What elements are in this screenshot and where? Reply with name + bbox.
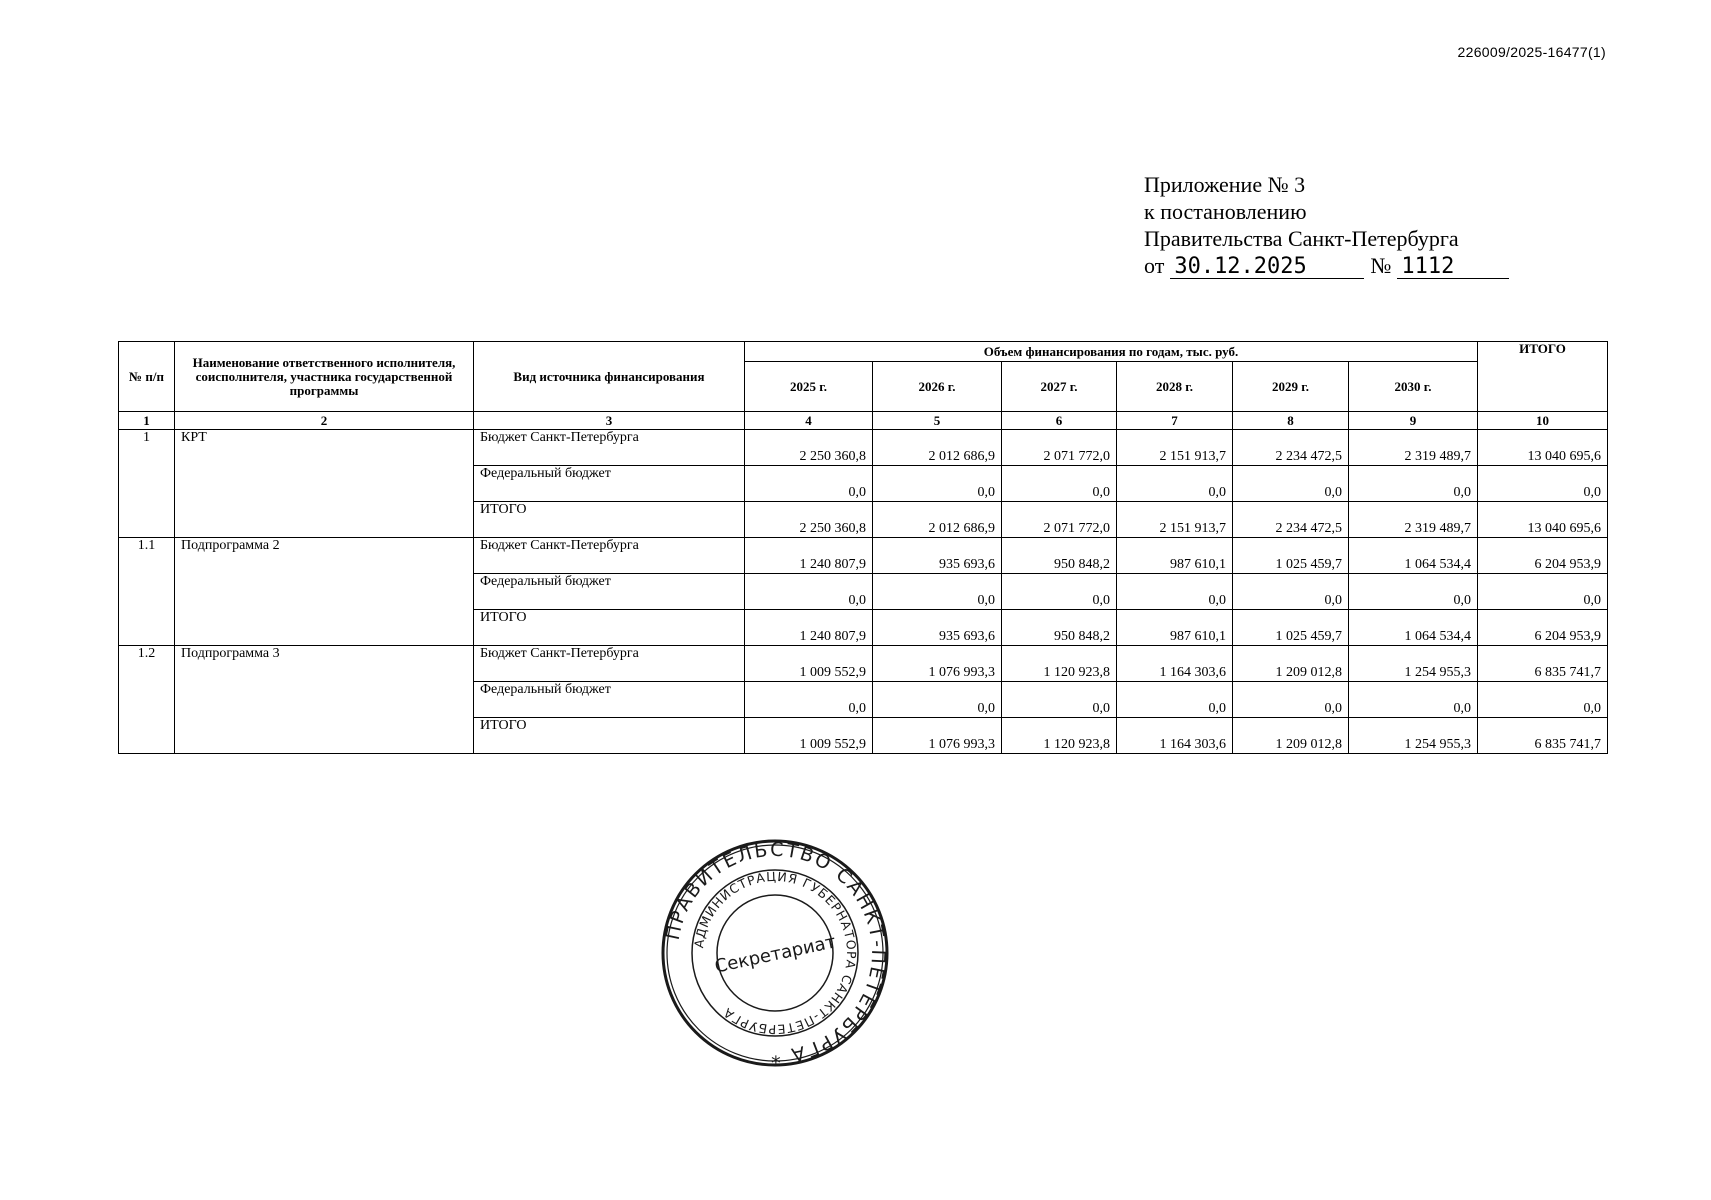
year-value: 950 848,2 xyxy=(1002,538,1117,574)
header-year: 2030 г. xyxy=(1349,362,1478,412)
year-value: 2 319 489,7 xyxy=(1349,502,1478,538)
year-value: 1 025 459,7 xyxy=(1233,610,1349,646)
year-value: 2 151 913,7 xyxy=(1117,502,1233,538)
year-value: 1 009 552,9 xyxy=(745,646,873,682)
year-value: 2 012 686,9 xyxy=(873,430,1002,466)
year-value: 0,0 xyxy=(1349,574,1478,610)
year-value: 0,0 xyxy=(873,466,1002,502)
year-value: 0,0 xyxy=(873,682,1002,718)
header-year: 2029 г. xyxy=(1233,362,1349,412)
year-value: 0,0 xyxy=(1349,466,1478,502)
table-row xyxy=(119,430,1608,466)
row-number: 1.2 xyxy=(119,646,175,754)
column-index: 2 xyxy=(175,412,474,430)
column-index: 7 xyxy=(1117,412,1233,430)
year-value: 1 240 807,9 xyxy=(745,610,873,646)
header-year: 2027 г. xyxy=(1002,362,1117,412)
row-number: 1.1 xyxy=(119,538,175,646)
program-name: КРТ xyxy=(175,430,474,538)
header-volume: Объем финансирования по годам, тыс. руб. xyxy=(745,342,1478,362)
year-value: 2 234 472,5 xyxy=(1233,502,1349,538)
year-value: 2 071 772,0 xyxy=(1002,502,1117,538)
year-value: 1 164 303,6 xyxy=(1117,718,1233,754)
year-value: 0,0 xyxy=(873,574,1002,610)
funding-source: Бюджет Санкт-Петербурга xyxy=(474,646,745,682)
appendix-line-3: Правительства Санкт-Петербурга xyxy=(1144,226,1459,251)
stamp-inner-text: АДМИНИСТРАЦИЯ ГУБЕРНАТОРА САНКТ-ПЕТЕРБУРГА xyxy=(691,868,860,1038)
year-value: 2 234 472,5 xyxy=(1233,430,1349,466)
year-value: 0,0 xyxy=(1349,682,1478,718)
appendix-title: Приложение № 3 xyxy=(1144,172,1306,197)
year-value: 1 209 012,8 xyxy=(1233,718,1349,754)
program-name: Подпрограмма 2 xyxy=(175,538,474,646)
total-value: 0,0 xyxy=(1478,466,1608,502)
year-value: 1 064 534,4 xyxy=(1349,610,1478,646)
total-value: 6 204 953,9 xyxy=(1478,610,1608,646)
appendix-line-2: к постановлению xyxy=(1144,199,1307,224)
date-prefix: от xyxy=(1144,253,1165,278)
total-value: 0,0 xyxy=(1478,682,1608,718)
stamp-outer-text: ПРАВИТЕЛЬСТВО САНКТ-ПЕТЕРБУРГА * xyxy=(661,838,890,1068)
year-value: 1 164 303,6 xyxy=(1117,646,1233,682)
year-value: 2 012 686,9 xyxy=(873,502,1002,538)
funding-source: ИТОГО xyxy=(474,718,745,754)
column-index: 3 xyxy=(474,412,745,430)
year-value: 0,0 xyxy=(1233,574,1349,610)
table-row xyxy=(119,538,1608,574)
year-value: 935 693,6 xyxy=(873,610,1002,646)
funding-table xyxy=(118,341,1608,754)
column-index: 5 xyxy=(873,412,1002,430)
year-value: 2 151 913,7 xyxy=(1117,430,1233,466)
year-value: 1 120 923,8 xyxy=(1002,646,1117,682)
year-value: 0,0 xyxy=(745,466,873,502)
year-value: 1 064 534,4 xyxy=(1349,538,1478,574)
year-value: 1 209 012,8 xyxy=(1233,646,1349,682)
column-index: 6 xyxy=(1002,412,1117,430)
resolution-number: 1112 xyxy=(1397,256,1509,279)
year-value: 1 076 993,3 xyxy=(873,718,1002,754)
header-year: 2028 г. xyxy=(1117,362,1233,412)
official-stamp xyxy=(660,838,890,1068)
column-index: 10 xyxy=(1478,412,1608,430)
year-value: 2 250 360,8 xyxy=(745,502,873,538)
funding-source: Бюджет Санкт-Петербурга xyxy=(474,538,745,574)
total-value: 6 835 741,7 xyxy=(1478,646,1608,682)
funding-source: Федеральный бюджет xyxy=(474,466,745,502)
year-value: 2 071 772,0 xyxy=(1002,430,1117,466)
stamp-center-text: Секретариат xyxy=(712,931,838,978)
year-value: 0,0 xyxy=(1117,682,1233,718)
header-year: 2025 г. xyxy=(745,362,873,412)
year-value: 2 250 360,8 xyxy=(745,430,873,466)
funding-source: ИТОГО xyxy=(474,502,745,538)
year-value: 0,0 xyxy=(1002,574,1117,610)
column-index: 9 xyxy=(1349,412,1478,430)
year-value: 1 254 955,3 xyxy=(1349,718,1478,754)
funding-source: Бюджет Санкт-Петербурга xyxy=(474,430,745,466)
year-value: 1 025 459,7 xyxy=(1233,538,1349,574)
header-num: № п/п xyxy=(119,342,175,412)
year-value: 0,0 xyxy=(1002,466,1117,502)
year-value: 0,0 xyxy=(1002,682,1117,718)
appendix-header xyxy=(1144,171,1509,279)
column-index: 1 xyxy=(119,412,175,430)
column-index: 8 xyxy=(1233,412,1349,430)
year-value: 0,0 xyxy=(1117,466,1233,502)
year-value: 1 254 955,3 xyxy=(1349,646,1478,682)
total-value: 0,0 xyxy=(1478,574,1608,610)
resolution-date: 30.12.2025 xyxy=(1170,256,1364,279)
funding-source: Федеральный бюджет xyxy=(474,682,745,718)
document-id: 226009/2025-16477(1) xyxy=(1457,44,1606,60)
year-value: 1 240 807,9 xyxy=(745,538,873,574)
year-value: 987 610,1 xyxy=(1117,610,1233,646)
total-value: 6 204 953,9 xyxy=(1478,538,1608,574)
table-row xyxy=(119,646,1608,682)
appendix-date-line xyxy=(1144,252,1509,279)
number-label: № xyxy=(1370,253,1392,278)
column-index: 4 xyxy=(745,412,873,430)
header-total: ИТОГО xyxy=(1478,342,1608,412)
year-value: 950 848,2 xyxy=(1002,610,1117,646)
total-value: 13 040 695,6 xyxy=(1478,430,1608,466)
year-value: 1 009 552,9 xyxy=(745,718,873,754)
year-value: 0,0 xyxy=(1233,682,1349,718)
program-name: Подпрограмма 3 xyxy=(175,646,474,754)
year-value: 987 610,1 xyxy=(1117,538,1233,574)
header-name: Наименование ответственного исполнителя, соисполнителя, участника государственной программы xyxy=(175,342,474,412)
row-number: 1 xyxy=(119,430,175,538)
year-value: 0,0 xyxy=(745,682,873,718)
header-year: 2026 г. xyxy=(873,362,1002,412)
year-value: 1 076 993,3 xyxy=(873,646,1002,682)
total-value: 6 835 741,7 xyxy=(1478,718,1608,754)
year-value: 2 319 489,7 xyxy=(1349,430,1478,466)
year-value: 0,0 xyxy=(745,574,873,610)
year-value: 0,0 xyxy=(1117,574,1233,610)
funding-source: Федеральный бюджет xyxy=(474,574,745,610)
header-source: Вид источника финансирования xyxy=(474,342,745,412)
funding-source: ИТОГО xyxy=(474,610,745,646)
year-value: 1 120 923,8 xyxy=(1002,718,1117,754)
total-value: 13 040 695,6 xyxy=(1478,502,1608,538)
year-value: 0,0 xyxy=(1233,466,1349,502)
year-value: 935 693,6 xyxy=(873,538,1002,574)
